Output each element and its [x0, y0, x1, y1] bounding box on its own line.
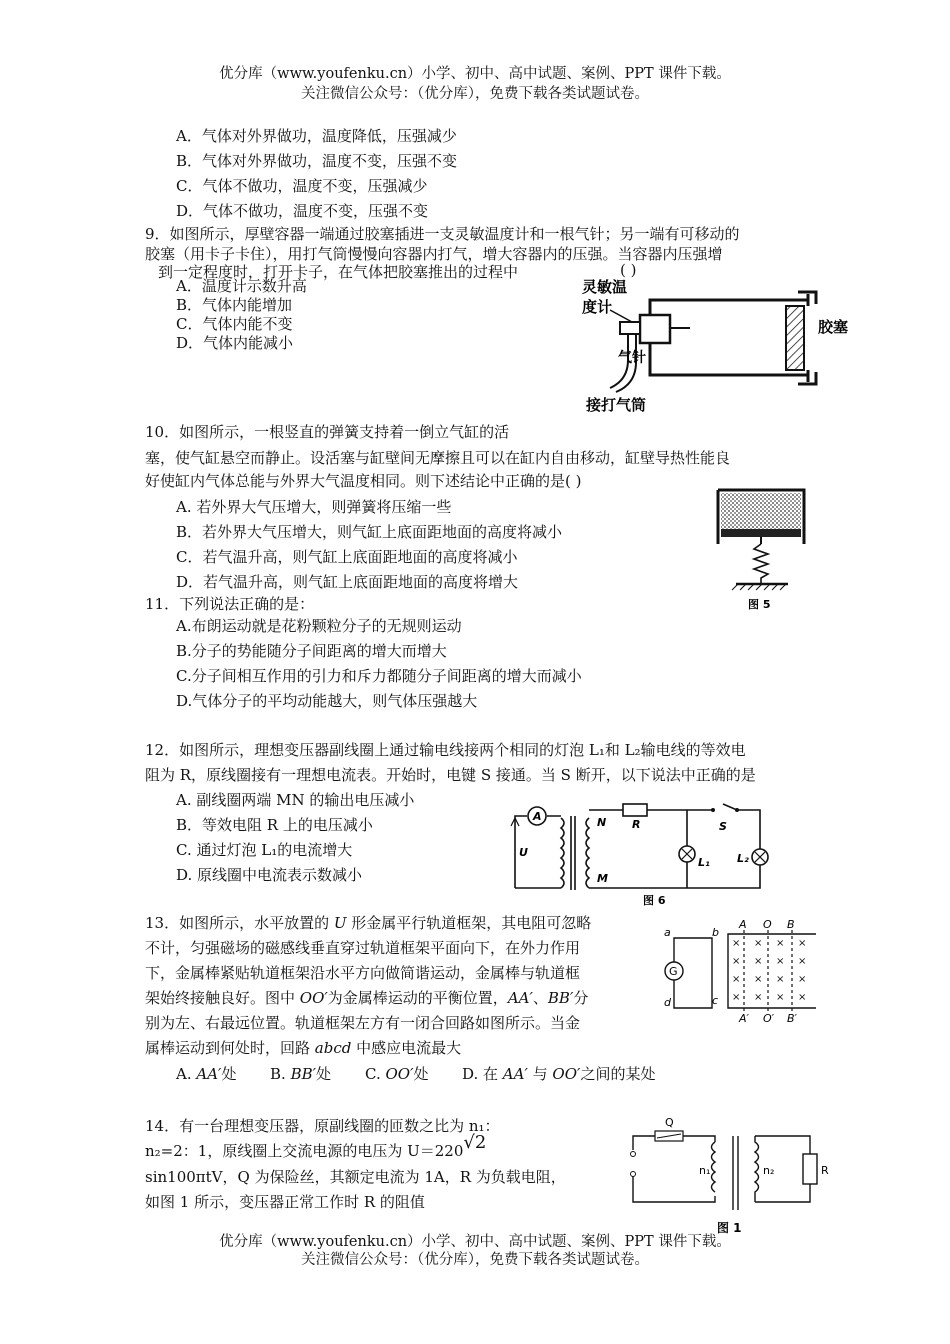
q12-label-m: M [597, 872, 608, 885]
q13-galvanometer-label: G [669, 965, 678, 978]
q13-stem-3: 下，金属棒紧贴轨道框架沿水平方向做简谐运动，金属棒与轨道框 [145, 964, 581, 982]
q13-field-cross: × [776, 938, 785, 949]
q14-transformer-diagram [625, 1112, 835, 1236]
q13-field-cross: × [798, 974, 807, 985]
q13-option-d: D. 在 AA′ 与 OO′之间的某处 [462, 1065, 656, 1083]
q10-option-d: D．若气温升高，则气缸上底面距地面的高度将增大 [176, 573, 519, 591]
q8-option-d: D．气体不做功，温度不变，压强不变 [176, 202, 429, 220]
q9-label-needle: 气针 [618, 350, 646, 366]
q14-stem-4: 如图 1 所示，变压器正常工作时 R 的阻值 [145, 1193, 425, 1211]
q12-label-l2: L₂ [737, 852, 749, 865]
q9-label-pump: 接打气筒 [586, 396, 647, 414]
q12-stem-2: 阻为 R，原线圈接有一理想电流表。开始时，电键 S 接通。当 S 断开，以下说法中正确的是 [145, 766, 756, 784]
q12-label-l1: L₁ [698, 856, 710, 869]
q13-stem-5: 别为左、右最远位置。轨道框架左方有一闭合回路如图所示。当金 [145, 1014, 581, 1032]
q13-field-cross: × [776, 992, 785, 1003]
q11-stem: 11．下列说法正确的是： [145, 595, 315, 613]
q13-stem-2: 不计，匀强磁场的磁感线垂直穿过轨道框架平面向下，在外力作用 [145, 939, 581, 957]
q13-field-cross: × [732, 956, 741, 967]
q13-label-a: a [664, 926, 671, 939]
q9-option-b: B．气体内能增加 [176, 296, 293, 314]
q10-option-c: C．若气温升高，则气缸上底面距地面的高度将减小 [176, 548, 518, 566]
header-line-1: 优分库（www.youfenku.cn）小学、初中、高中试题、案例、PPT 课件下载。 [219, 66, 731, 82]
q13-field-cross: × [776, 956, 785, 967]
q13-field-cross: × [798, 938, 807, 949]
q13-label-O: O [763, 918, 772, 931]
q10-stem-1: 10．如图所示，一根竖直的弹簧支持着一倒立气缸的活 [145, 423, 510, 441]
q10-cylinder-spring-diagram [712, 486, 812, 614]
q10-stem-2: 塞，使气缸悬空而静止。设活塞与缸壁间无摩擦且可以在缸内自由移动，缸壁导热性能良 [145, 449, 731, 467]
q14-stem-3: sin100πtV，Q 为保险丝，其额定电流为 1A，R 为负载电阻， [145, 1168, 566, 1186]
q13-label-d: d [664, 996, 671, 1009]
q9-answer-blank: ( ) [620, 261, 637, 279]
q12-option-d: D. 原线圈中电流表示数减小 [176, 866, 363, 884]
q11-option-c: C.分子间相互作用的引力和斥力都随分子间距离的增大而减小 [176, 667, 582, 685]
q12-option-c: C. 通过灯泡 L₁的电流增大 [176, 841, 353, 859]
q12-voltage-label: U [519, 846, 528, 859]
q9-label-stopper: 胶塞 [818, 318, 849, 336]
q9-option-a: A．温度计示数升高 [176, 277, 307, 295]
q9-container-diagram [580, 270, 870, 420]
q8-option-c: C．气体不做功，温度不变，压强减少 [176, 177, 428, 195]
q14-label-n2: n₂ [763, 1164, 775, 1177]
q14-figure-caption: 图 1 [717, 1221, 742, 1235]
q11-option-a: A.布朗运动就是花粉颗粒分子的无规则运动 [176, 617, 462, 635]
q14-label-r: R [821, 1164, 829, 1177]
q14-label-n1: n₁ [699, 1164, 711, 1177]
q13-field-cross: × [732, 992, 741, 1003]
q9-stem-2: 胶塞（用卡子卡住），用打气筒慢慢向容器内打气，增大容器内的压强。当容器内压强增 [145, 245, 723, 263]
q14-sqrt: √2 [463, 1132, 487, 1153]
q13-stem-4: 架始终接触良好。图中 OO′为金属棒运动的平衡位置，AA′、BB′分 [145, 989, 589, 1007]
q13-field-cross: × [798, 956, 807, 967]
q12-option-b: B．等效电阻 R 上的电压减小 [176, 816, 373, 834]
q8-option-b: B．气体对外界做功，温度不变，压强不变 [176, 152, 458, 170]
q8-option-a: A．气体对外界做功，温度降低，压强减少 [176, 127, 457, 145]
q10-stem-3: 好使缸内气体总能与外界大气温度相同。则下述结论中正确的是( ) [145, 472, 582, 490]
q13-option-a: A. AA′处 [176, 1065, 237, 1083]
q14-stem-1: 14．有一台理想变压器，原副线圈的匝数之比为 n₁： [145, 1117, 500, 1135]
q13-label-B: B [787, 918, 795, 931]
q13-field-cross: × [754, 974, 763, 985]
q13-label-A: A [739, 918, 747, 931]
q13-rail-field-diagram [660, 916, 835, 1026]
q10-option-b: B．若外界大气压增大，则气缸上底面距地面的高度将减小 [176, 523, 563, 541]
q9-stem-1: 9．如图所示，厚壁容器一端通过胶塞插进一支灵敏温度计和一根气针；另一端有可移动的 [145, 225, 740, 243]
q13-option-c: C. OO′处 [365, 1065, 429, 1083]
q13-label-c: c [712, 994, 719, 1007]
q13-label-O-prime: O′ [763, 1012, 775, 1025]
q10-figure-caption: 图 5 [748, 598, 771, 611]
q12-label-r: R [632, 818, 641, 831]
q12-figure-caption: 图 6 [643, 894, 666, 907]
q13-field-cross: × [754, 938, 763, 949]
q10-option-a: A. 若外界大气压增大，则弹簧将压缩一些 [176, 498, 452, 516]
q9-label-thermometer-1: 灵敏温 [582, 278, 628, 296]
q13-label-b: b [712, 926, 719, 939]
q9-option-c: C．气体内能不变 [176, 315, 293, 333]
q13-field-cross: × [754, 956, 763, 967]
q14-label-q: Q [665, 1116, 674, 1129]
q14-stem-2: n₂=2：1，原线圈上交流电源的电压为 U＝220√2 [145, 1132, 487, 1160]
footer-line-2: 关注微信公众号：（优分库），免费下载各类试题试卷。 [301, 1252, 649, 1268]
q13-stem-6: 属棒运动到何处时，回路 abcd 中感应电流最大 [145, 1039, 462, 1057]
q13-label-A-prime: A′ [739, 1012, 750, 1025]
q13-option-b: B. BB′处 [270, 1065, 332, 1083]
q13-field-cross: × [776, 974, 785, 985]
q9-stem-3: 到一定程度时，打开卡子，在气体把胶塞推出的过程中 [158, 263, 519, 281]
q13-field-cross: × [732, 938, 741, 949]
q12-option-a: A. 副线圈两端 MN 的输出电压减小 [176, 791, 415, 809]
q13-field-cross: × [732, 974, 741, 985]
q11-option-d: D.气体分子的平均动能越大，则气体压强越大 [176, 692, 478, 710]
q13-field-cross: × [798, 992, 807, 1003]
q12-label-s: S [719, 820, 727, 833]
q12-transformer-circuit [505, 796, 775, 908]
q12-stem-1: 12．如图所示，理想变压器副线圈上通过输电线接两个相同的灯泡 L₁和 L₂输电线的等效电 [145, 741, 746, 759]
footer-line-1: 优分库（www.youfenku.cn）小学、初中、高中试题、案例、PPT 课件下载。 [219, 1234, 731, 1250]
q13-stem-1: 13．如图所示，水平放置的 U 形金属平行轨道框架，其电阻可忽略 [145, 914, 592, 932]
header-line-2: 关注微信公众号：（优分库），免费下载各类试题试卷。 [301, 86, 649, 102]
q9-option-d: D．气体内能减小 [176, 334, 294, 352]
q12-ammeter-label: A [533, 810, 542, 823]
q13-label-B-prime: B′ [787, 1012, 798, 1025]
q12-label-n: N [597, 816, 607, 829]
q9-label-thermometer-2: 度计 [582, 298, 613, 316]
q13-field-cross: × [754, 992, 763, 1003]
q11-option-b: B.分子的势能随分子间距离的增大而增大 [176, 642, 447, 660]
